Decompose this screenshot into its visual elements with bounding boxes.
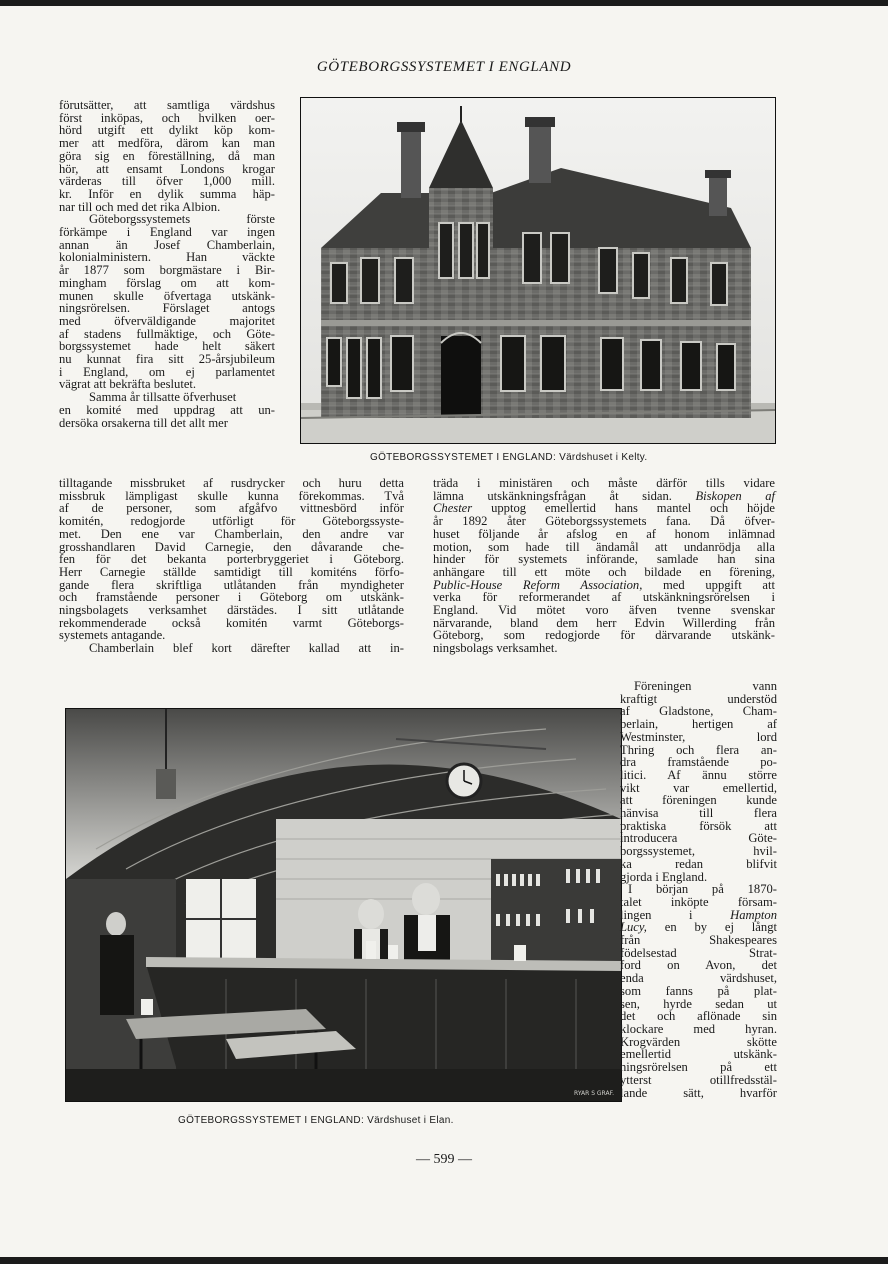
text-line: nu kunnat fira sitt 25-årsjubileum [59, 352, 275, 367]
text-line: England. Vid mötet voro äfven tvenne svenskar [433, 603, 775, 618]
text-line: och framstående personer i Göteborg om utskänk- [59, 590, 404, 605]
caption-elan: GÖTEBORGSSYSTEMET I ENGLAND: Värdshuset i Elan. [178, 1115, 454, 1126]
text-line: kraftigt understöd [620, 691, 777, 706]
italic-bishop: Biskopen af [695, 488, 775, 503]
text-column-right-middle [433, 477, 775, 655]
text-line: anhängare till ett möte och bildade en förening, [433, 564, 775, 579]
text-line: tilltagande missbruket af rusdrycker och huru detta [59, 476, 404, 490]
text-line: munen skulle öfvertaga utskänk- [59, 288, 275, 303]
text-fragment: en by ej långt [664, 920, 777, 935]
text-line: huset följande år afslog en af honom inlämnad [433, 526, 775, 541]
text-line: med öfverväldigande majoritet [59, 313, 275, 328]
text-line: Herr Carnegie ställde samtidigt till komiténs förfo- [59, 564, 404, 579]
text-line: met. Den ene var Chamberlain, den andre var [59, 526, 404, 541]
text-line: verka för reformerandet af utskänkningsrörelsen i [433, 590, 775, 605]
top-border [0, 0, 888, 6]
text-line: af de personer, som afgåfvo vittnesbörd inför [59, 501, 404, 516]
italic-lucy: Lucy, [620, 920, 647, 935]
text-line: ningsbolagets verksamhet därstädes. I sitt utlåtande [59, 603, 404, 618]
text-line: Föreningen vann [634, 679, 777, 693]
text-line: sen, hyrde sedan ut [620, 996, 777, 1011]
text-line: talet inköpte försam- [620, 894, 777, 909]
text-line: ka redan blifvit [620, 856, 777, 871]
text-line: från Shakespeares [620, 933, 777, 948]
text-line: år 1892 åter Göteborgssystemets fana. Då öfver- [433, 514, 775, 529]
text-line: Samma år tillsatte öfverhuset [89, 390, 237, 405]
text-line: först inköpas, och hvilken oer- [59, 110, 275, 125]
engraver-mark: RYAR S GRAF. [574, 1090, 614, 1097]
text-line: litici. Af ännu större [620, 767, 777, 782]
text-line: enda värdshuset, [620, 971, 777, 986]
elan-inn-bar-illustration [66, 709, 621, 1101]
text-column-left-top [59, 99, 275, 429]
text-line: Westminster, lord [620, 729, 777, 744]
text-line: värderas till öfver 1,000 mill. [59, 174, 275, 189]
text-line: hörd utgift ett dylikt köp kom- [59, 123, 275, 138]
running-header: GÖTEBORGSSYSTEMET I ENGLAND [316, 59, 572, 75]
italic-association: Public-House Reform Association, [433, 577, 643, 592]
text-line: berlain, hertigen af [620, 717, 777, 732]
text-line: missbruk lämpligast skulle kunna förekommas. Två [59, 488, 404, 503]
text-line: rekommenderade också komitén varmt Göteborgs- [59, 615, 404, 630]
text-line: lande sätt, hvarför [620, 1085, 777, 1100]
text-line: år 1877 som borgmästare i Bir- [59, 263, 275, 278]
text-line: ningsbolags verksamhet. [433, 641, 558, 656]
italic-chester: Chester [433, 501, 473, 516]
italic-hampton: Hampton [730, 907, 777, 922]
text-line: vägrat att bekräfta beslutet. [59, 377, 197, 392]
text-line: af stadens fullmäktige, och Göte- [59, 326, 275, 341]
text-line: vikt var emellertid, [620, 780, 777, 795]
text-line: borgssystemet, hvil- [620, 844, 777, 859]
text-line: göra sig en föreställning, då man [59, 148, 275, 163]
text-line: Göteborgssystemets förste [89, 212, 275, 227]
text-line: förkämpe i England var ingen [59, 225, 275, 240]
text-line: praktiska försök att [620, 818, 777, 833]
text-line: dra framstående po- [620, 755, 777, 770]
photo-kelty-inn [300, 97, 776, 444]
text-line: Krogvärden skötte [620, 1034, 777, 1049]
text-fragment: lingen i [620, 907, 693, 922]
text-line: emellertid utskänk- [620, 1047, 777, 1062]
text-line: nar till och med det rika Albion. [59, 199, 221, 214]
caption-kelty: GÖTEBORGSSYSTEMET I ENGLAND: Värdshuset i Kelty. [370, 452, 648, 463]
text-line: förutsätter, att samtliga värdshus [59, 98, 275, 112]
text-line: motion, som hade till ändamål att undanrödja alla [433, 539, 775, 554]
text-line: gande flera skriftliga utlåtanden från myndigheter [59, 577, 404, 592]
text-line: borgssystemet hade helt säkert [59, 339, 275, 354]
text-line: komitén, redogjorde utförligt för Göteborgssyste- [59, 514, 404, 529]
text-line: Chamberlain blef kort därefter kallad att in- [89, 641, 404, 656]
text-line: kolonialministern. Han väckte [59, 250, 275, 265]
text-line: hänvisa till flera [620, 806, 777, 821]
text-line: det och aflönade sin [620, 1009, 777, 1024]
text-line: I början på 1870- [628, 882, 777, 897]
text-line: födelsestad Strat- [620, 945, 777, 960]
text-line: dersöka orsakerna till det allt mer [59, 415, 228, 430]
bottom-border [0, 1257, 888, 1264]
text-line: Thring och flera an- [620, 742, 777, 757]
text-line: kr. Inför en dylik summa häp- [59, 186, 275, 201]
photo-elan-inn [65, 708, 622, 1102]
page-number: — 599 — [416, 1152, 472, 1167]
text-line: närvarande, bland dem herr Edvin Willerding från [433, 615, 775, 630]
text-line: klockare med hyran. [620, 1021, 777, 1036]
text-line: ningsrörelsen. Förslaget antogs [59, 301, 275, 316]
text-column-left-bottom [59, 477, 404, 655]
text-line: hinder för systemets införande, samlade han sina [433, 552, 775, 567]
text-line: träda i ministären och måste därför tills vidare [433, 476, 775, 490]
text-line: gjorda i England. [620, 869, 708, 884]
text-line: ford on Avon, det [620, 958, 777, 973]
text-line: som fanns på plat- [620, 983, 777, 998]
text-fragment: upptog emellertid hans mantel och höjde [491, 501, 775, 516]
text-line: introducera Göte- [620, 831, 777, 846]
text-line: att föreningen kunde [620, 793, 777, 808]
text-fragment: lämna utskänkningsfrågan åt sidan. [433, 488, 672, 503]
text-line: ningsrörelsen på ett [620, 1060, 777, 1075]
text-line: fen för det bekanta porterbryggeriet i Göteborg. [59, 552, 404, 567]
text-line: annan än Josef Chamberlain, [59, 237, 275, 252]
text-line: i England, om ej parlamentet [59, 364, 275, 379]
text-line: af Gladstone, Cham- [620, 704, 777, 719]
text-line: Göteborg, som redogjorde för därvarande utskänk- [433, 628, 775, 643]
text-line: hör, att ensamt Londons krogar [59, 161, 275, 176]
text-line: mer att medföra, därom kan man [59, 136, 275, 151]
text-line: ytterst otillfredsstäl- [620, 1072, 777, 1087]
kelty-inn-illustration [301, 98, 775, 443]
text-line: mingham förslag om att kom- [59, 275, 275, 290]
text-line: systemets antagande. [59, 628, 166, 643]
text-column-right-bottom [620, 680, 777, 1099]
text-line: grosshandlaren David Carnegie, den dåvarande che- [59, 539, 404, 554]
text-fragment: med uppgift att [663, 577, 775, 592]
text-line: en komité med uppdrag att un- [59, 402, 275, 417]
